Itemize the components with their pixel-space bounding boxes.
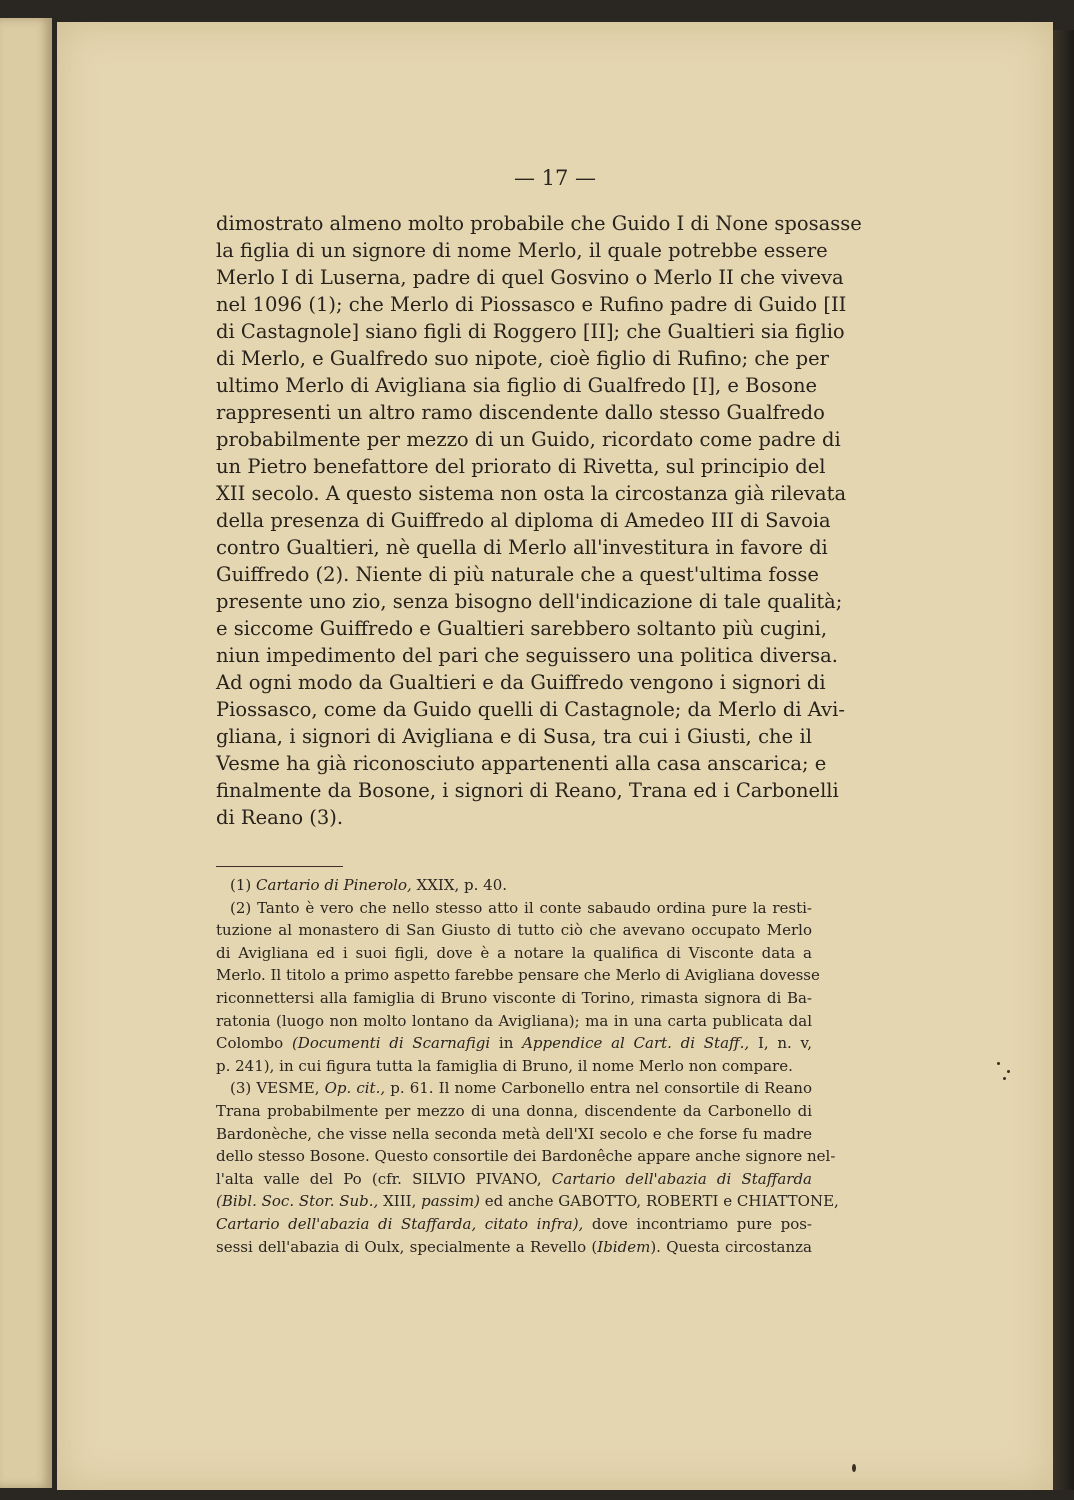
fn3-text: ). Questa circostanza — [650, 1237, 813, 1256]
main-line: presente uno zio, senza bisogno dell'indicazione di tale qualità; — [216, 590, 843, 613]
footnotes — [216, 874, 839, 1258]
fn3-italic: Cartario dell'abazia di Staffarda — [551, 1169, 812, 1188]
fn3-text: (3) VESME, — [230, 1079, 320, 1098]
footnote-1-rest: XXIX, p. 40. — [416, 876, 508, 894]
fn3-italic: (Bibl. Soc. Stor. Sub., — [216, 1192, 379, 1211]
main-line: rappresenti un altro ramo discendente dallo stesso Gualfredo — [216, 401, 825, 424]
main-line: gliana, i signori di Avigliana e di Susa, tra cui i Giusti, che il — [216, 725, 812, 748]
fn3-text: sessi dell'abazia di Oulx, specialmente a Revello ( — [216, 1237, 598, 1256]
footnote-1-number: (1) — [230, 876, 252, 894]
fn3-text: p. 61. Il nome Carbonello entra nel consortile di Reano — [390, 1079, 812, 1098]
footnote-3-line — [216, 1077, 812, 1100]
main-line: probabilmente per mezzo di un Guido, ricordato come padre di — [216, 428, 841, 451]
book-page — [57, 22, 1053, 1490]
main-line: di Reano (3). — [216, 806, 344, 829]
fn3-text: XIII, — [383, 1192, 417, 1211]
footnote-3-line — [216, 1213, 812, 1236]
main-line: di Merlo, e Gualfredo suo nipote, cioè figlio di Rufino; che per — [216, 347, 829, 370]
fn2-italic: Appendice al Cart. di Staff., — [522, 1034, 750, 1053]
footnote-2-line: Merlo. Il titolo a primo aspetto farebbe pensare che Merlo di Avigliana dovesse — [216, 966, 820, 985]
footnote-separator — [216, 866, 343, 867]
main-line: Piossasco, come da Guido quelli di Castagnole; da Merlo di Avi- — [216, 698, 845, 721]
main-line: e siccome Guiffredo e Gualtieri sarebbero soltanto più cugini, — [216, 617, 828, 640]
main-line: finalmente da Bosone, i signori di Reano, Trana ed i Carbonelli — [216, 779, 839, 802]
main-line: un Pietro benefattore del priorato di Rivetta, sul principio del — [216, 455, 826, 478]
previous-page-edge — [0, 18, 52, 1488]
footnote-3-line — [216, 1168, 812, 1191]
fn2-text: I, n. v, — [757, 1034, 812, 1053]
main-line: di Castagnole] siano figli di Roggero [II]; che Gualtieri sia figlio — [216, 320, 845, 343]
footnote-3-line: Trana probabilmente per mezzo di una donna, discendente da Carbonello di — [216, 1101, 812, 1120]
paper-speck — [1003, 1077, 1006, 1080]
main-line: contro Gualtieri, nè quella di Merlo all'investitura in favore di — [216, 536, 828, 559]
main-paragraph — [216, 210, 862, 831]
fn3-text: ed anche GABOTTO, ROBERTI e CHIATTONE, — [484, 1192, 839, 1211]
footnote-1 — [216, 874, 812, 897]
fn2-text: in — [498, 1034, 514, 1053]
main-line: dimostrato almeno molto probabile che Guido I di None sposasse — [216, 212, 862, 235]
fn2-text: Colombo — [216, 1034, 284, 1053]
page-number: — 17 — — [513, 166, 597, 190]
footnote-2-line: tuzione al monastero di San Giusto di tutto ciò che avevano occupato Merlo — [216, 921, 812, 940]
fn3-text: l'alta valle del Po (cfr. SILVIO PIVANO, — [216, 1169, 542, 1188]
paper-speck — [1007, 1070, 1010, 1073]
footnote-3-line — [216, 1236, 812, 1259]
fn3-text: dove incontriamo pure pos- — [591, 1214, 812, 1233]
fn3-italic: passim) — [421, 1192, 480, 1211]
footnote-3-line — [216, 1190, 839, 1213]
footnote-3-line: dello stesso Bosone. Questo consortile dei Bardonêche appare anche signore nel- — [216, 1147, 836, 1166]
fn3-italic: Cartario dell'abazia di Staffarda, citato infra), — [216, 1214, 584, 1233]
footnote-2-line: riconnettersi alla famiglia di Bruno visconte di Torino, rimasta signora di Ba- — [216, 988, 812, 1007]
main-line: la figlia di un signore di nome Merlo, il quale potrebbe essere — [216, 239, 828, 262]
fn3-italic: Op. cit., — [324, 1079, 386, 1098]
main-line: niun impedimento del pari che seguissero una politica diversa. — [216, 644, 839, 667]
fn2-italic: (Documenti di Scarnafigi — [291, 1034, 491, 1053]
paper-speck — [852, 1464, 856, 1472]
main-line: Merlo I di Luserna, padre di quel Gosvino o Merlo II che viveva — [216, 266, 844, 289]
main-line: ultimo Merlo di Avigliana sia figlio di Gualfredo [I], e Bosone — [216, 374, 818, 397]
fn3-italic: Ibidem — [597, 1237, 651, 1256]
main-line: XII secolo. A questo sistema non osta la circostanza già rilevata — [216, 482, 847, 505]
main-line: della presenza di Guiffredo al diploma di Amedeo III di Savoia — [216, 509, 831, 532]
footnote-1-title: Cartario di Pinerolo, — [256, 876, 412, 894]
paper-speck — [997, 1062, 1000, 1065]
footnote-2-line: (2) Tanto è vero che nello stesso atto il conte sabaudo ordina pure la resti- — [230, 898, 812, 917]
footnote-2-line — [216, 1032, 812, 1055]
footnote-2-line: di Avigliana ed i suoi figli, dove è a notare la qualifica di Visconte data a — [216, 943, 812, 962]
footnote-2-line: ratonia (luogo non molto lontano da Avigliana); ma in una carta publicata dal — [216, 1011, 812, 1030]
main-line: Guiffredo (2). Niente di più naturale che a quest'ultima fosse — [216, 563, 819, 586]
binding-edge — [1053, 30, 1074, 1490]
footnote-3-line: Bardonèche, che visse nella seconda metà dell'XI secolo e che forse fu madre — [216, 1124, 812, 1143]
main-line: nel 1096 (1); che Merlo di Piossasco e Rufino padre di Guido [II — [216, 293, 847, 316]
main-line: Vesme ha già riconosciuto appartenenti alla casa anscarica; e — [216, 752, 827, 775]
footnote-2-line: p. 241), in cui figura tutta la famiglia di Bruno, il nome Merlo non compare. — [216, 1056, 793, 1075]
main-line: Ad ogni modo da Gualtieri e da Guiffredo vengono i signori di — [216, 671, 826, 694]
